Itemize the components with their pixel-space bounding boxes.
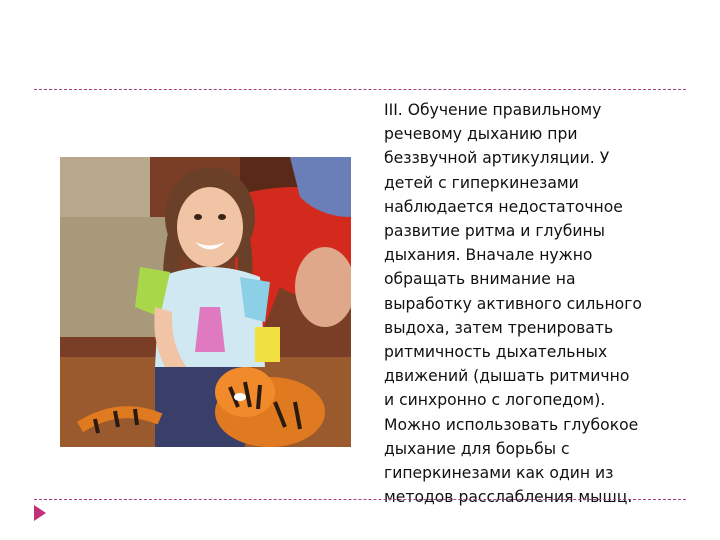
slide-body-text: III. Обучение правильному речевому дыханию при беззвучной артикуляции. У детей с гиперкинезами наблюдается недостаточное развитие ритма и глубины дыхания. Вначале нужно обращать внимание на выработку активного сильного выдоха, затем тренировать ритмичность дыхательных движений (дышать ритмично и синхронно с логопедом). Можно использовать глубокое дыхание для борьбы с гиперкинезами как один из методов расслабления мышц. — [384, 101, 642, 507]
top-dashed-divider — [34, 89, 686, 90]
photo-illustration — [60, 157, 351, 447]
photo-girl-with-toy-tiger — [60, 157, 351, 447]
triangle-bullet-icon — [34, 505, 46, 521]
bottom-dashed-divider — [34, 499, 686, 500]
